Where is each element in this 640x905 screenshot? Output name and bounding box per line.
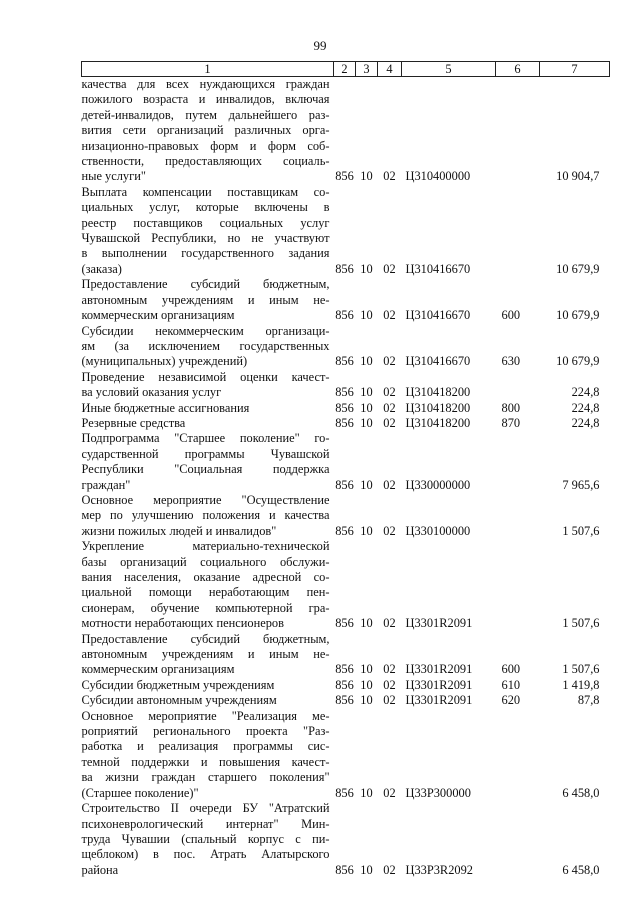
expense-type-code: 620: [501, 693, 521, 708]
description-line: работка и реализация программы сис-: [81, 739, 330, 754]
target-article-code: Ц310400000: [405, 169, 471, 184]
row-description: [82, 431, 334, 493]
subsection-code: 02: [383, 523, 396, 538]
column-header: 1: [82, 62, 334, 77]
amount-cell: 10 679,9: [556, 261, 600, 276]
target-article-code: Ц310416670: [405, 261, 471, 276]
description-line: в выполнении государственного задания: [81, 246, 330, 261]
subsection-code: 02: [383, 385, 396, 400]
subsection-code: 02: [383, 785, 396, 800]
subsection-code: 02: [383, 400, 396, 415]
expense-type-code: 630: [501, 354, 521, 369]
section-code: 10: [360, 662, 373, 677]
table-row: [82, 416, 610, 431]
description-line: Выплата компенсации поставщикам со-: [81, 184, 330, 199]
ministry-code: 856: [335, 415, 354, 430]
subsection-code: 02: [383, 261, 396, 276]
ministry-code: 856: [335, 523, 354, 538]
description-line: базы организаций социального обслужи-: [81, 554, 330, 569]
subsection-code: 02: [383, 308, 396, 323]
description-line: низационно-правовых форм и форм соб-: [81, 138, 330, 153]
description-line: детей-инвалидов, путем дальнейшего раз-: [81, 107, 330, 122]
section-code: 10: [360, 616, 373, 631]
section-code: 10: [360, 523, 373, 538]
description-line: мер по улучшению положения и качества: [81, 508, 330, 523]
target-article-code: Ц310416670: [405, 308, 471, 323]
row-description: [82, 185, 334, 277]
table-row: [82, 801, 610, 878]
column-header: 4: [378, 62, 402, 77]
ministry-code: 856: [335, 785, 354, 800]
table-row: [82, 493, 610, 539]
row-description: [82, 539, 334, 631]
description-line: Предоставление субсидий бюджетным,: [81, 631, 330, 646]
description-line: ственности, предоставляющих социаль-: [81, 154, 330, 169]
row-description: [82, 693, 334, 708]
target-article-code: Ц33P300000: [405, 785, 471, 800]
description-line: сионерам, обучение компьютерной гра-: [81, 600, 330, 615]
table-row: [82, 324, 610, 370]
amount-cell: 224,8: [571, 400, 600, 415]
amount-cell: 224,8: [571, 385, 600, 400]
description-line: циальной помощи неработающим пен-: [81, 585, 330, 600]
expense-type-code: 610: [501, 677, 521, 692]
description-line: Чувашской Республики, но не участвуют: [81, 231, 330, 246]
subsection-code: 02: [383, 693, 396, 708]
ministry-code: 856: [335, 169, 354, 184]
description-line: (заказа): [81, 261, 122, 276]
section-code: 10: [360, 477, 373, 492]
target-article-code: Ц3301R2091: [405, 662, 473, 677]
amount-cell: 7 965,6: [562, 477, 600, 492]
ministry-code: 856: [335, 354, 354, 369]
description-line: Иные бюджетные ассигнования: [81, 400, 250, 415]
description-line: Проведение независимой оценки качест-: [81, 369, 330, 384]
amount-cell: 1 507,6: [562, 662, 600, 677]
expense-type-code: [496, 709, 540, 801]
description-line: психоневрологический интернат" Мин-: [81, 816, 330, 831]
description-line: (муниципальных) учреждений): [81, 354, 248, 369]
ministry-code: 856: [335, 261, 354, 276]
page-number: 99: [313, 38, 327, 53]
amount-cell: 1 419,8: [562, 677, 600, 692]
table-header-row: [82, 62, 610, 77]
section-code: 10: [360, 261, 373, 276]
description-line: Основное мероприятие "Осуществление: [81, 492, 330, 507]
column-header: 7: [540, 62, 610, 77]
table-row: [82, 693, 610, 708]
description-line: коммерческим организациям: [81, 308, 235, 323]
description-line: мотности неработающих пенсионеров: [81, 616, 284, 631]
expense-type-code: [496, 539, 540, 631]
description-line: района: [81, 862, 119, 877]
expense-type-code: 800: [501, 400, 521, 415]
target-article-code: Ц310418200: [405, 415, 471, 430]
section-code: 10: [360, 385, 373, 400]
description-line: автономным учреждениям и иным не-: [81, 647, 330, 662]
row-description: [82, 416, 334, 431]
amount-cell: 10 679,9: [556, 354, 600, 369]
budget-table: [81, 61, 610, 878]
amount-cell: 10 679,9: [556, 308, 600, 323]
expense-type-code: 600: [501, 662, 521, 677]
subsection-code: 02: [383, 616, 396, 631]
ministry-code: 856: [335, 662, 354, 677]
column-header: 3: [356, 62, 378, 77]
row-description: [82, 801, 334, 878]
table-row: [82, 185, 610, 277]
amount-cell: 224,8: [571, 415, 600, 430]
ministry-code: 856: [335, 477, 354, 492]
description-line: Строительство II очереди БУ "Атратский: [81, 801, 330, 816]
target-article-code: Ц310418200: [405, 400, 471, 415]
expense-type-code: [496, 431, 540, 493]
table-row: [82, 632, 610, 678]
table-row: [82, 370, 610, 401]
section-code: 10: [360, 308, 373, 323]
description-line: Предоставление субсидий бюджетным,: [81, 277, 330, 292]
amount-cell: 1 507,6: [562, 523, 600, 538]
amount-cell: 6 458,0: [562, 862, 600, 877]
row-description: [82, 401, 334, 416]
subsection-code: 02: [383, 662, 396, 677]
target-article-code: Ц3301R2091: [405, 693, 473, 708]
description-line: щеблоком) в пос. Атрать Алатырского: [81, 847, 330, 862]
section-code: 10: [360, 169, 373, 184]
subsection-code: 02: [383, 677, 396, 692]
description-line: ные услуги": [81, 169, 146, 184]
expense-type-code: 600: [501, 308, 521, 323]
row-description: [82, 77, 334, 185]
target-article-code: Ц3301R2091: [405, 677, 473, 692]
description-line: качества для всех нуждающихся граждан: [81, 77, 330, 91]
table-row: [82, 77, 610, 185]
target-article-code: Ц33P3R2092: [405, 862, 473, 877]
description-line: ва условий оказания услуг: [81, 385, 222, 400]
row-description: [82, 632, 334, 678]
section-code: 10: [360, 400, 373, 415]
row-description: [82, 709, 334, 801]
section-code: 10: [360, 354, 373, 369]
description-line: коммерческим организациям: [81, 662, 235, 677]
row-description: [82, 277, 334, 323]
section-code: 10: [360, 785, 373, 800]
ministry-code: 856: [335, 400, 354, 415]
subsection-code: 02: [383, 477, 396, 492]
column-header: 2: [334, 62, 356, 77]
description-line: ям (за исключением государственных: [81, 338, 330, 353]
row-description: [82, 493, 334, 539]
subsection-code: 02: [383, 354, 396, 369]
table-row: [82, 401, 610, 416]
ministry-code: 856: [335, 616, 354, 631]
subsection-code: 02: [383, 169, 396, 184]
column-header: 5: [402, 62, 496, 77]
ministry-code: 856: [335, 677, 354, 692]
description-line: вития сети организаций различных орга-: [81, 123, 330, 138]
expense-type-code: [496, 801, 540, 878]
description-line: сударственной программы Чувашской: [81, 446, 330, 461]
table-row: [82, 678, 610, 693]
expense-type-code: [496, 370, 540, 401]
amount-cell: 87,8: [577, 693, 600, 708]
description-line: Субсидии некоммерческим организаци-: [81, 323, 330, 338]
section-code: 10: [360, 415, 373, 430]
description-line: Субсидии бюджетным учреждениям: [81, 677, 275, 692]
table-row: [82, 431, 610, 493]
target-article-code: Ц310418200: [405, 385, 471, 400]
subsection-code: 02: [383, 415, 396, 430]
table-row: [82, 539, 610, 631]
section-code: 10: [360, 677, 373, 692]
description-line: труда Чувашии (спальный корпус с пи-: [81, 831, 330, 846]
table-row: [82, 277, 610, 323]
description-line: циальных услуг, которые включены в: [81, 200, 330, 215]
description-line: Основное мероприятие "Реализация ме-: [81, 708, 330, 723]
description-line: вания населения, оказание адресной со-: [81, 570, 330, 584]
description-line: Республики "Социальная поддержка: [81, 462, 330, 477]
amount-cell: 10 904,7: [556, 169, 600, 184]
target-article-code: Ц330000000: [405, 477, 471, 492]
description-line: роприятий регионального проекта "Раз-: [81, 724, 330, 739]
ministry-code: 856: [335, 385, 354, 400]
row-description: [82, 678, 334, 693]
expense-type-code: [496, 185, 540, 277]
description-line: жизни пожилых людей и инвалидов": [81, 523, 277, 538]
table-body: [82, 77, 610, 879]
row-description: [82, 324, 334, 370]
description-line: реестр поставщиков социальных услуг: [81, 215, 330, 230]
ministry-code: 856: [335, 693, 354, 708]
subsection-code: 02: [383, 862, 396, 877]
description-line: автономным учреждениям и иным не-: [81, 292, 330, 307]
expense-type-code: [496, 493, 540, 539]
description-line: ва жизни граждан старшего поколения": [81, 770, 330, 785]
table-row: [82, 709, 610, 801]
target-article-code: Ц310416670: [405, 354, 471, 369]
expense-type-code: 870: [501, 415, 521, 430]
description-line: темной поддержки и повышения качест-: [81, 754, 330, 769]
amount-cell: 1 507,6: [562, 616, 600, 631]
description-line: (Старшее поколение)": [81, 785, 199, 800]
description-line: Укрепление материально-технической: [81, 539, 330, 554]
row-description: [82, 370, 334, 401]
target-article-code: Ц3301R2091: [405, 616, 473, 631]
target-article-code: Ц330100000: [405, 523, 471, 538]
section-code: 10: [360, 693, 373, 708]
description-line: Подпрограмма "Старшее поколение" го-: [81, 431, 330, 446]
expense-type-code: [496, 77, 540, 185]
description-line: Субсидии автономным учреждениям: [81, 693, 277, 708]
description-line: пожилого возраста и инвалидов, включая: [81, 92, 330, 107]
description-line: граждан": [81, 477, 131, 492]
description-line: Резервные средства: [81, 415, 186, 430]
section-code: 10: [360, 862, 373, 877]
amount-cell: 6 458,0: [562, 785, 600, 800]
column-header: 6: [496, 62, 540, 77]
ministry-code: 856: [335, 308, 354, 323]
ministry-code: 856: [335, 862, 354, 877]
